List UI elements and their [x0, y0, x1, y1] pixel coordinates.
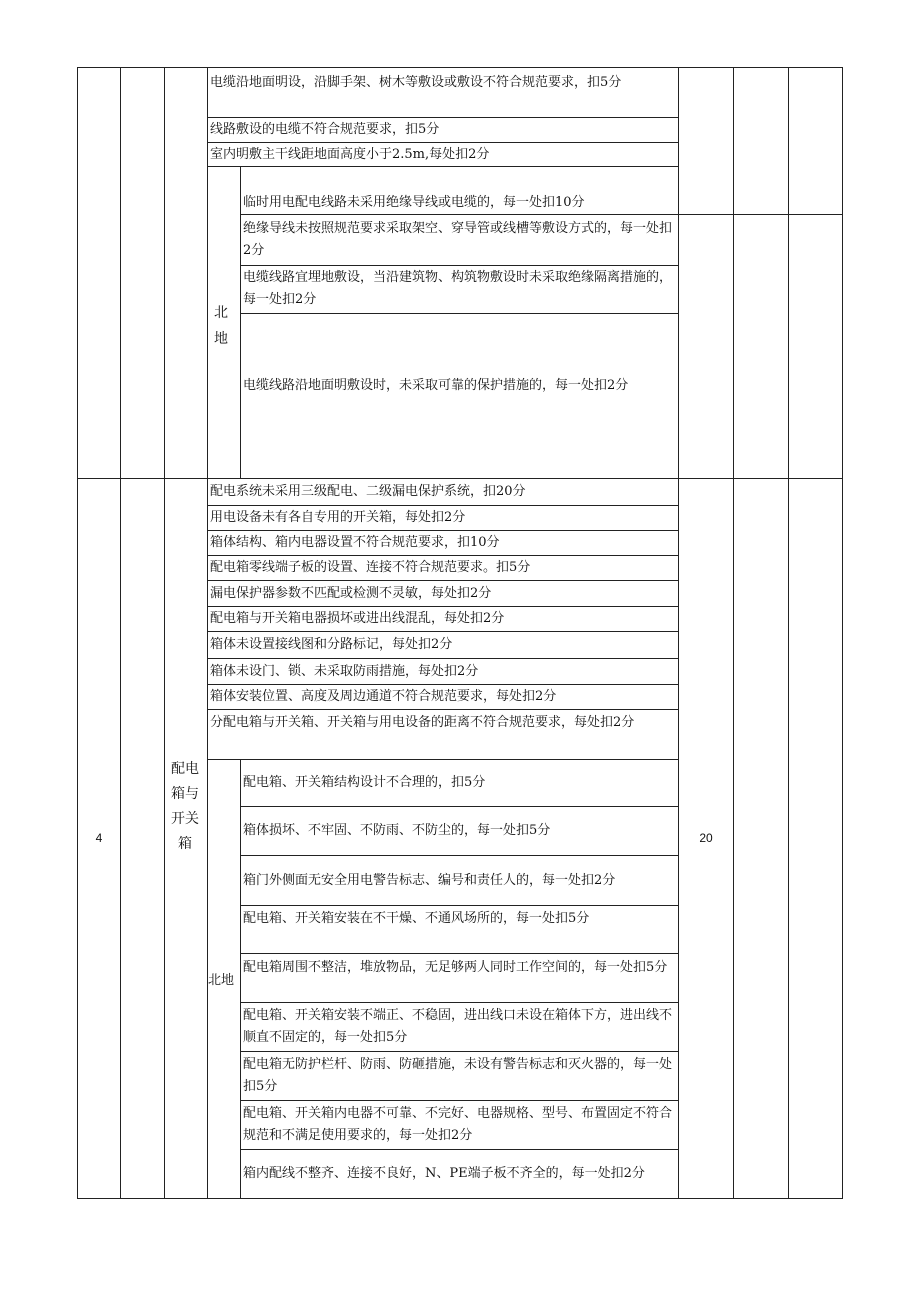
table-cell-text: 漏电保护器参数不匹配或检测不灵敏，每处扣2分: [210, 585, 492, 601]
table-cell-text: 电缆沿地面明设，沿脚手架、树木等敷设或敷设不符合规范要求，扣5分: [210, 75, 622, 90]
category-label: 配电箱与开关箱: [171, 761, 199, 852]
table-cell-text: 配电箱、开关箱结构设计不合理的，扣5分: [243, 775, 486, 790]
table-border-right: [842, 67, 843, 1199]
row-line: [240, 214, 843, 215]
table-cell-text: 分配电箱与开关箱、开关箱与用电设备的距离不符合规范要求，每处扣2分: [210, 715, 635, 730]
table-cell-text: 箱体损坏、不牢固、不防雨、不防尘的，每一处扣5分: [243, 823, 551, 838]
table-cell-text: 配电箱、开关箱安装在不干燥、不通风场所的，每一处扣5分: [243, 911, 590, 926]
table-cell-text: 箱体安装位置、高度及周边通道不符合规范要求，每处扣2分: [210, 689, 557, 704]
table-cell-text: 绝缘导线未按照规范要求采取架空、穿导管或线槽等敷设方式的，每一处扣2分: [243, 221, 673, 258]
table-cell-text: 箱门外侧面无安全用电警告标志、编号和责任人的，每一处扣2分: [243, 872, 616, 888]
table-cell-text: 室内明敷主干线距地面高度小于2.5m,每处扣2分: [210, 146, 490, 162]
row-line: [207, 166, 678, 167]
row-line: [240, 313, 678, 314]
table-cell-text: 配电系统未采用三级配电、二级漏电保护系统，扣20分: [210, 484, 526, 499]
table-column-line: [788, 67, 789, 1199]
row-line: [240, 905, 678, 906]
table-border-left: [77, 67, 78, 1199]
table-cell-text: 箱体未设置接线图和分路标记，每处扣2分: [210, 637, 453, 652]
row-line: [207, 709, 678, 710]
table-column-line: [164, 67, 165, 1199]
table-cell-text: 电缆线路宜埋地敷设，当沿建筑物、构筑物敷设时未采取绝缘隔离措施的，每一处扣2分: [243, 270, 673, 307]
table-column-line: [678, 67, 679, 1199]
row-number: 4: [95, 831, 103, 845]
table-cell-text: 箱体未设门、锁、未采取防雨措施，每处扣2分: [210, 663, 479, 679]
table-cell-text: 配电箱无防护栏杆、防雨、防砸措施，未设有警告标志和灭火器的，每一处扣5分: [243, 1057, 673, 1094]
table-cell-text: 用电设备未有各自专用的开关箱，每处扣2分: [210, 510, 466, 525]
score-value: 20: [699, 831, 713, 845]
table-cell-text: 配电箱、开关箱内电器不可靠、不完好、电器规格、型号、布置固定不符合规范和不满足使用要求的，每一处扣2分: [243, 1106, 673, 1143]
table-cell-text: 电缆线路沿地面明敷设时，未采取可靠的保护措施的，每一处扣2分: [243, 378, 629, 393]
table-border-top: [77, 67, 843, 68]
row-line: [240, 265, 678, 266]
north-site-label: 北地: [214, 305, 228, 347]
table-cell-text: 线路敷设的电缆不符合规范要求，扣5分: [210, 122, 440, 137]
table-cell-text: 配电箱、开关箱安装不端正、不稳固，进出线口未设在箱体下方，进出线不顺直不固定的，每一处扣5分: [243, 1008, 673, 1045]
table-cell-text: 箱内配线不整齐、连接不良好，N、PE端子板不齐全的，每一处扣2分: [243, 1166, 645, 1181]
row-line: [240, 953, 678, 954]
north-site-label: 北地: [208, 973, 235, 988]
table-column-line: [120, 67, 121, 1199]
table-border-bottom: [77, 1198, 843, 1199]
table-cell-text: 配电箱周围不整洁，堆放物品，无足够两人同时工作空间的，每一处扣5分: [243, 960, 668, 975]
table-cell-text: 临时用电配电线路未采用绝缘导线或电缆的，每一处扣10分: [243, 195, 585, 210]
table-column-line: [733, 67, 734, 1199]
table-cell-text: 配电箱零线端子板的设置、连接不符合规范要求。扣5分: [210, 560, 531, 575]
table-cell-text: 配电箱与开关箱电器损坏或进出线混乱，每处扣2分: [210, 611, 505, 626]
table-cell-text: 箱体结构、箱内电器设置不符合规范要求，扣10分: [210, 535, 500, 550]
